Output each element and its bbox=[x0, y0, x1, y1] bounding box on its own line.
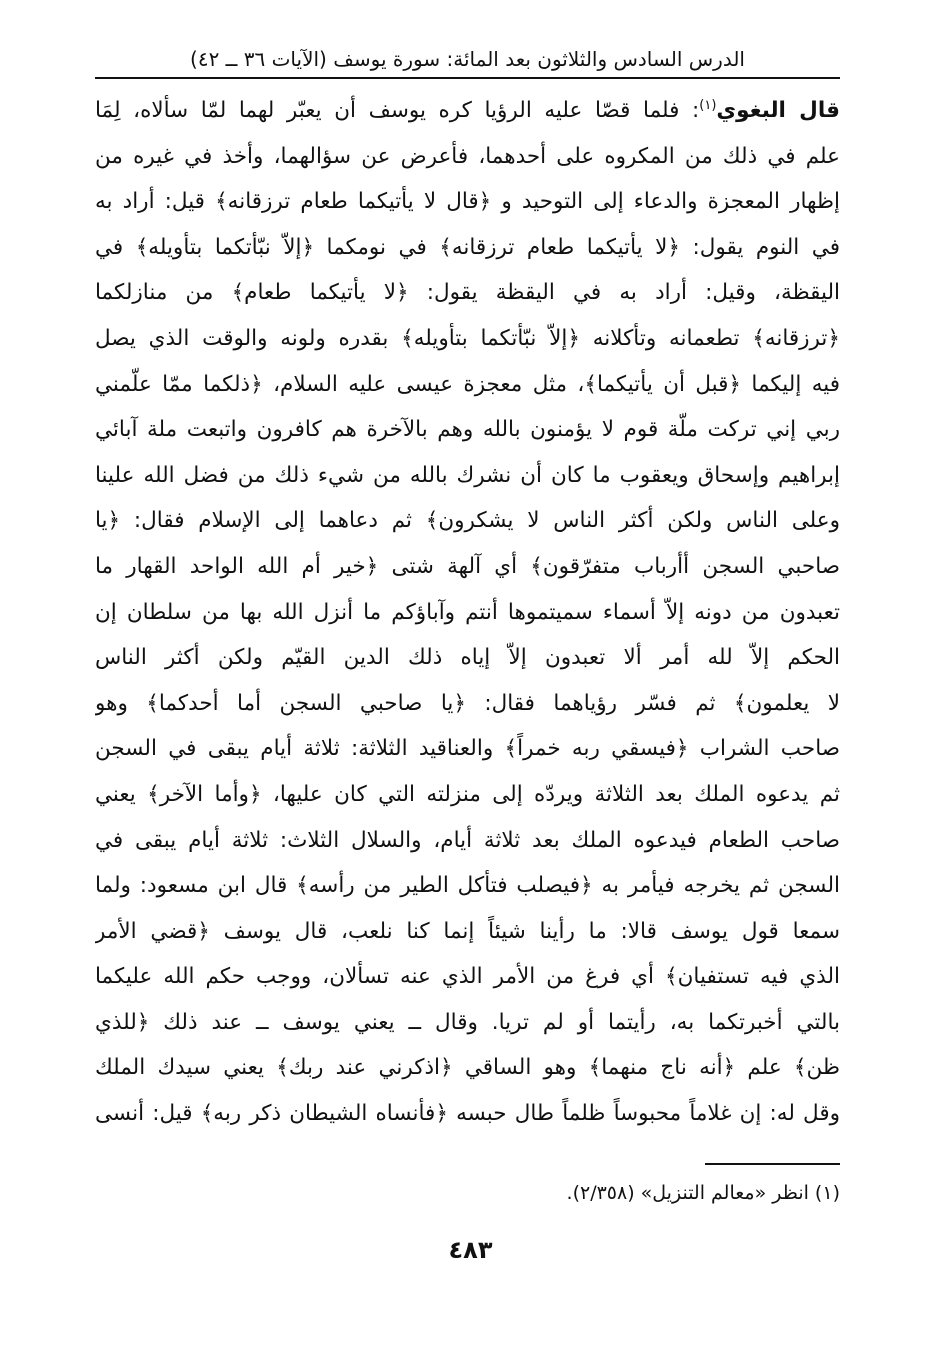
text-line: إبراهيم وإسحاق ويعقوب ما كان أن نشرك بالله من شيء ذلك من فضل الله علينا bbox=[95, 462, 840, 488]
text-line: بالتي أخبرتكما به، رأيتما أو لم تريا. وقال ــ يعني يوسف ــ عند ذلك ﴿للذي bbox=[95, 1009, 840, 1035]
text-line: السجن ثم يخرجه فيأمر به ﴿فيصلب فتأكل الطير من رأسه﴾ قال ابن مسعود: ولما bbox=[95, 873, 840, 899]
body-text bbox=[95, 88, 840, 1137]
text-line: إظهار المعجزة والدعاء إلى التوحيد و ﴿قال لا يأتيكما طعام ترزقانه﴾ قيل: أراد به bbox=[95, 189, 840, 215]
text-line: اليقظة، وقيل: أراد به في اليقظة يقول: ﴿لا يأتيكما طعام﴾ من منازلكما bbox=[95, 280, 840, 306]
running-header: الدرس السادس والثلاثون بعد المائة: سورة يوسف (الآيات ٣٦ ــ ٤٢) bbox=[190, 47, 745, 71]
text-line: فيه إليكما ﴿قبل أن يأتيكما﴾، مثل معجزة عيسى عليه السلام، ﴿ذلكما ممّا علّمني bbox=[95, 371, 840, 397]
text-line-content: : فلما قصّا عليه الرؤيا كره يوسف أن يعبّر لهما لمّا سألاه، لِمَا bbox=[95, 98, 700, 123]
footnote: (١) انظر «معالم التنزيل» (٢/٣٥٨). bbox=[566, 1182, 840, 1204]
text-line: ﴿ترزقانه﴾ تطعمانه وتأكلانه ﴿إلاّ نبّأتكما بتأويله﴾ بقدره ولونه والوقت الذي يصل bbox=[95, 325, 840, 351]
page-number: ٤٨٣ bbox=[448, 1236, 493, 1264]
text-line: الذي فيه تستفيان﴾ أي فرغ من الأمر الذي عنه تسألان، ووجب حكم الله عليكما bbox=[95, 964, 840, 990]
text-line: ظن﴾ علم ﴿أنه ناج منهما﴾ وهو الساقي ﴿اذكرني عند ربك﴾ يعني سيدك الملك bbox=[95, 1055, 840, 1081]
text-line: في النوم يقول: ﴿لا يأتيكما طعام ترزقانه﴾ في نومكما ﴿إلاّ نبّأتكما بتأويله﴾ في bbox=[95, 234, 840, 260]
text-line: سمعا قول يوسف قالا: ما رأينا شيئاً إنما كنا نلعب، قال يوسف ﴿قضي الأمر bbox=[95, 918, 840, 944]
footnote-reference[interactable]: (١) bbox=[699, 97, 717, 113]
text-line: تعبدون من دونه إلاّ أسماء سميتموها أنتم وآباؤكم ما أنزل الله بها من سلطان إن bbox=[95, 599, 840, 625]
text-line: صاحب الشراب ﴿فيسقي ربه خمراً﴾ والعناقيد الثلاثة: ثلاثة أيام يبقى في السجن bbox=[95, 736, 840, 762]
text-line: لا يعلمون﴾ ثم فسّر رؤياهما فقال: ﴿يا صاحبي السجن أما أحدكما﴾ وهو bbox=[95, 690, 840, 716]
author-name: قال البغوي bbox=[716, 98, 840, 123]
text-line bbox=[95, 88, 840, 134]
text-line: صاحبي السجن أأرباب متفرّقون﴾ أي آلهة شتى ﴿خير أم الله الواحد القهار ما bbox=[95, 553, 840, 579]
text-line: ثم يدعوه الملك بعد الثلاثة ويردّه إلى منزلته التي كان عليها، ﴿وأما الآخر﴾ يعني bbox=[95, 781, 840, 807]
footnote-divider bbox=[705, 1163, 840, 1165]
text-line: وعلى الناس ولكن أكثر الناس لا يشكرون﴾ ثم دعاهما إلى الإسلام فقال: ﴿يا bbox=[95, 508, 840, 534]
text-line: الحكم إلاّ لله أمر ألا تعبدون إلاّ إياه ذلك الدين القيّم ولكن أكثر الناس bbox=[95, 645, 840, 671]
text-line: علم في ذلك من المكروه على أحدهما، فأعرض عن سؤالهما، وأخذ في غيره من bbox=[95, 143, 840, 169]
text-line: ربي إني تركت ملّة قوم لا يؤمنون بالله وهم بالآخرة هم كافرون واتبعت ملة آبائي bbox=[95, 417, 840, 443]
text-line: صاحب الطعام فيدعوه الملك بعد ثلاثة أيام، والسلال الثلاث: ثلاثة أيام يبقى في bbox=[95, 827, 840, 853]
text-line: وقل له: إن غلاماً محبوساً ظلماً طال حبسه ﴿فأنساه الشيطان ذكر ربه﴾ قيل: أنسى bbox=[95, 1101, 840, 1127]
header-divider bbox=[95, 77, 840, 79]
